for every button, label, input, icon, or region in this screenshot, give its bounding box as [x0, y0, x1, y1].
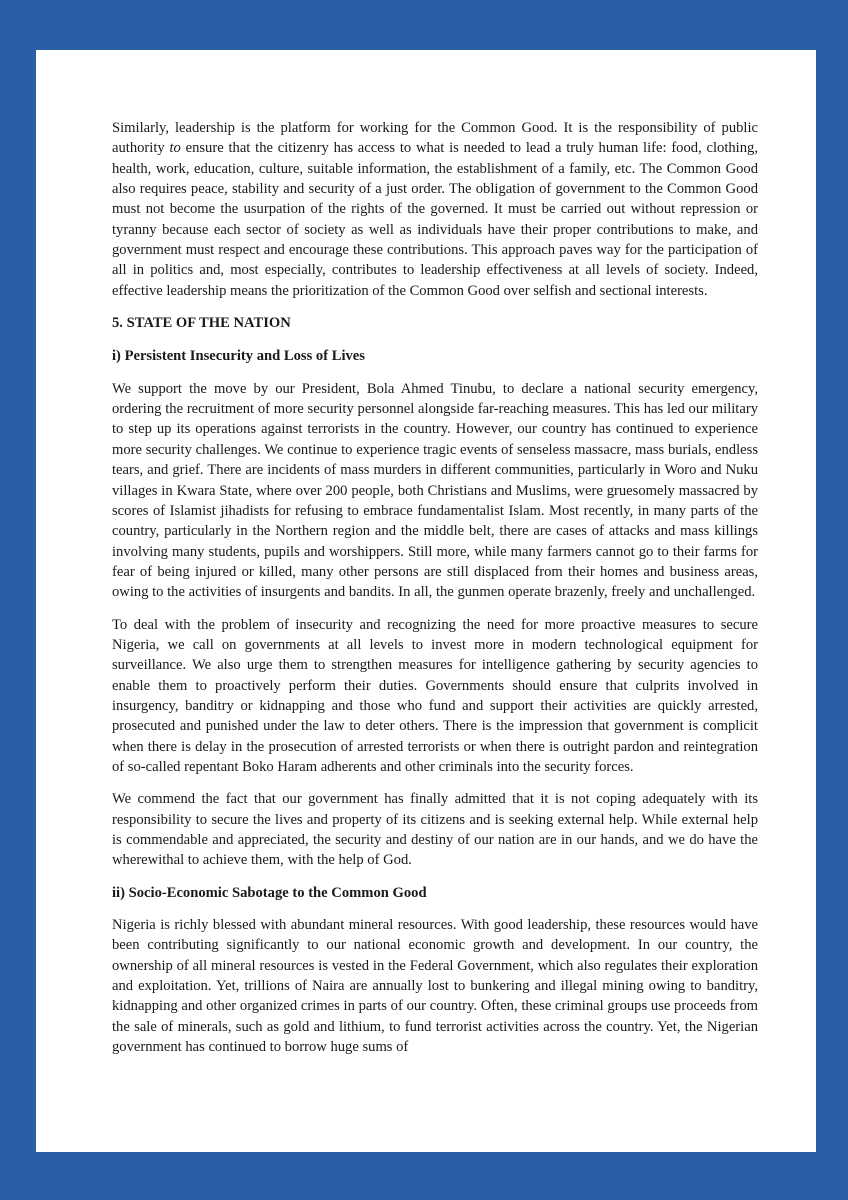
- paragraph-common-good: [112, 118, 758, 301]
- paragraph-proactive-measures: To deal with the problem of insecurity and recognizing the need for more proactive measures to secure Nigeria, we call on governments at all levels to invest more in modern technological equipment for surveillance. We also urge them to strengthen measures for intelligence gathering by security agencies to enable them to proactively perform their duties. Governments should ensure that culprits involved in insurgency, banditry or kidnapping and those who fund and support their activities are quickly arrested, prosecuted and punished under the law to deter others. There is the impression that government is complicit when there is delay in the prosecution of arrested terrorists or when there is outright pardon and reintegration of so-called repentant Boko Haram adherents and other criminals into the security forces.: [112, 616, 758, 775]
- paragraph-external-help: We commend the fact that our government has finally admitted that it is not coping adequately with its responsibility to secure the lives and property of its citizens and is seeking external help. While external help is commendable and appreciated, the security and destiny of our nation are in our hands, and we do have the wherewithal to achieve them, with the help of God.: [112, 791, 758, 869]
- paragraph-text: ensure that the citizenry has access to what is needed to lead a truly human life: food, clothing, health, work, education, culture, suitable information, the establishment of a family, etc. The Common Good also requires peace, stability and security of a just order. The obligation of government to the Common Good must not become the usurpation of the rights of the governed. It must be carried out without repression or tyranny because each sector of society as well as individuals have their proper contributions to make, and government must respect and encourage these contributions. This approach paves way for the participation of all in politics and, most especially, contributes to leadership effectiveness at all levels of society. Indeed, effective leadership means the prioritization of the Common Good over selfish and sectional interests.: [112, 140, 758, 299]
- emphasis-text: to: [169, 140, 181, 157]
- paragraph-mineral-resources: Nigeria is richly blessed with abundant mineral resources. With good leadership, these resources would have been contributing significantly to our national economic growth and development. In our country, the ownership of all mineral resources is vested in the Federal Government, which also regulates their exploration and exploitation. Yet, trillions of Naira are annually lost to bunkering and illegal mining owing to banditry, kidnapping and other organized crimes in parts of our country. Often, these criminal groups use proceeds from the sale of minerals, such as gold and lithium, to fund terrorist activities across the country. Yet, the Nigerian government has continued to borrow huge sums of: [112, 917, 758, 1056]
- document-page: [36, 50, 816, 1152]
- document-body: [112, 118, 758, 1069]
- section-heading: 5. STATE OF THE NATION: [112, 315, 291, 332]
- subsection-heading-sabotage: ii) Socio-Economic Sabotage to the Common Good: [112, 884, 427, 901]
- paragraph-text: Similarly, leadership is the platform for working for the Common Good. It is the responsibility of public authority: [112, 120, 758, 157]
- paragraph-insecurity: We support the move by our President, Bola Ahmed Tinubu, to declare a national security emergency, ordering the recruitment of more security personnel alongside far-reaching measures. This has led our military to step up its operations against terrorists in the country. However, our country has continued to experience more security challenges. We continue to experience tragic events of senseless massacre, mass burials, endless tears, and grief. There are incidents of mass murders in different communities, particularly in Woro and Nuku villages in Kwara State, where over 200 people, both Christians and Muslims, were gruesomely massacred by scores of Islamist jihadists for refusing to embrace fundamentalist Islam. Most recently, in many parts of the country, particularly in the Northern region and the middle belt, there are cases of attacks and mass killings involving many students, pupils and worshippers. Still more, while many farmers cannot go to their farms for fear of being injured or killed, many other persons are still displaced from their homes and business areas, owing to the activities of insurgents and bandits. In all, the gunmen operate brazenly, freely and unchallenged.: [112, 380, 758, 601]
- subsection-heading-insecurity: i) Persistent Insecurity and Loss of Lives: [112, 348, 365, 365]
